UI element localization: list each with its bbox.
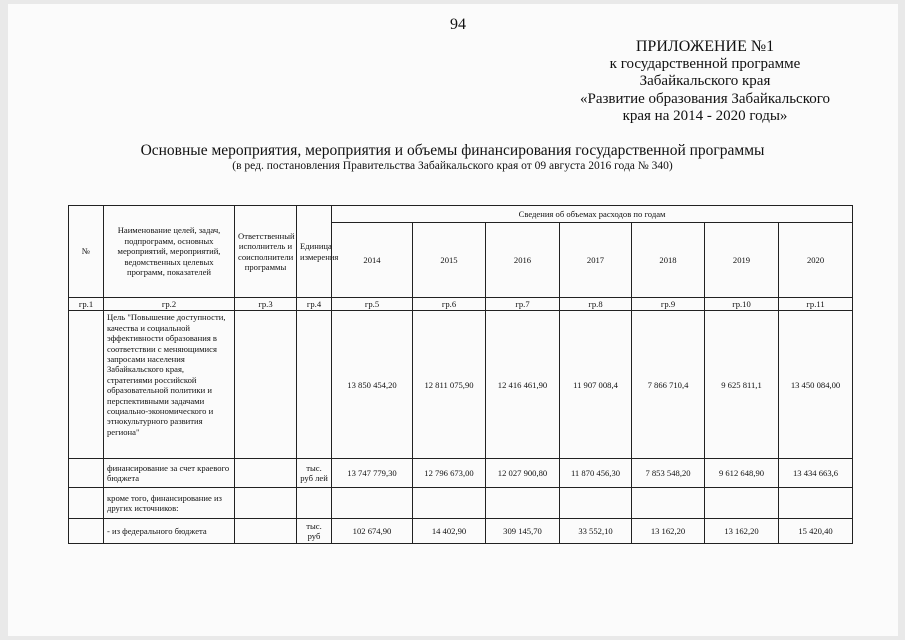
row-name: кроме того, финансирование из других источников:	[104, 488, 235, 519]
group-label: гр.6	[413, 298, 486, 311]
group-label: гр.9	[632, 298, 705, 311]
group-label: гр.10	[705, 298, 779, 311]
row-value: 12 416 461,90	[486, 311, 560, 459]
year-header: 2020	[779, 223, 853, 298]
row-responsible	[235, 519, 297, 544]
year-header: 2015	[413, 223, 486, 298]
row-value	[560, 488, 632, 519]
table-row	[69, 311, 853, 459]
row-value: 15 420,40	[779, 519, 853, 544]
row-value: 309 145,70	[486, 519, 560, 544]
row-value	[779, 488, 853, 519]
row-value: 13 450 084,00	[779, 311, 853, 459]
row-value	[632, 488, 705, 519]
row-value: 12 027 900,80	[486, 459, 560, 488]
group-label-row	[69, 298, 853, 311]
row-responsible	[235, 488, 297, 519]
row-num	[69, 488, 104, 519]
year-header: 2017	[560, 223, 632, 298]
table-row	[69, 459, 853, 488]
row-value: 9 625 811,1	[705, 311, 779, 459]
row-value: 13 162,20	[705, 519, 779, 544]
row-value: 7 866 710,4	[632, 311, 705, 459]
document-subtitle: (в ред. постановления Правительства Забайкальского края от 09 августа 2016 года № 340)	[232, 160, 673, 172]
group-label: гр.1	[69, 298, 104, 311]
row-name: - из федерального бюджета	[104, 519, 235, 544]
row-value	[486, 488, 560, 519]
table-row	[69, 519, 853, 544]
row-unit	[297, 311, 332, 459]
row-responsible	[235, 459, 297, 488]
row-value: 14 402,90	[413, 519, 486, 544]
page-number: 94	[450, 16, 466, 33]
group-label: гр.3	[235, 298, 297, 311]
row-value	[413, 488, 486, 519]
row-value	[332, 488, 413, 519]
appendix-title: ПРИЛОЖЕНИЕ №1	[635, 38, 775, 55]
row-value: 12 811 075,90	[413, 311, 486, 459]
document-title: Основные мероприятия, мероприятия и объемы финансирования государственной программы	[140, 142, 765, 159]
row-unit: тыс. руб лей	[297, 459, 332, 488]
appendix-line-1: к государственной программе	[609, 55, 801, 72]
row-value: 12 796 673,00	[413, 459, 486, 488]
funding-table	[68, 205, 853, 544]
header-unit: Единица измерения	[297, 206, 332, 298]
group-label: гр.7	[486, 298, 560, 311]
row-value: 13 747 779,30	[332, 459, 413, 488]
row-num	[69, 311, 104, 459]
row-value: 11 870 456,30	[560, 459, 632, 488]
group-label: гр.11	[779, 298, 853, 311]
header-name: Наименование целей, задач, подпрограмм, основных мероприятий, мероприятий, ведомственных целевых программ, показателей	[104, 206, 235, 298]
year-header: 2014	[332, 223, 413, 298]
row-value: 33 552,10	[560, 519, 632, 544]
row-unit: тыс. руб	[297, 519, 332, 544]
header-responsible: Ответственный исполнитель и соисполнители программы	[235, 206, 297, 298]
appendix-line-2: Забайкальского края	[639, 73, 771, 89]
header-expenses: Сведения об объемах расходов по годам	[332, 206, 853, 223]
group-label: гр.8	[560, 298, 632, 311]
header-row	[69, 206, 853, 223]
row-value: 11 907 008,4	[560, 311, 632, 459]
row-value: 9 612 648,90	[705, 459, 779, 488]
group-label: гр.2	[104, 298, 235, 311]
row-name: финансирование за счет краевого бюджета	[104, 459, 235, 488]
group-label: гр.4	[297, 298, 332, 311]
header-num: №	[69, 206, 104, 298]
row-value: 13 162,20	[632, 519, 705, 544]
appendix-line-3: «Развитие образования Забайкальского	[579, 90, 831, 107]
appendix-line-4: края на 2014 - 2020 годы»	[622, 108, 788, 124]
row-value: 13 434 663,6	[779, 459, 853, 488]
row-num	[69, 459, 104, 488]
table-row	[69, 488, 853, 519]
row-value: 102 674,90	[332, 519, 413, 544]
row-value	[705, 488, 779, 519]
group-label: гр.5	[332, 298, 413, 311]
year-header: 2019	[705, 223, 779, 298]
row-unit	[297, 488, 332, 519]
row-responsible	[235, 311, 297, 459]
year-header: 2016	[486, 223, 560, 298]
row-value: 7 853 548,20	[632, 459, 705, 488]
appendix-block	[555, 38, 855, 126]
row-num	[69, 519, 104, 544]
row-name: Цель "Повышение доступности, качества и социальной эффективности образования в соответствии с меняющимися запросами населения Забайкальского края, стратегиями российской образовательной политики и перспективными задачами социально-экономического и этнокультурного развития региона"	[104, 311, 235, 459]
year-header: 2018	[632, 223, 705, 298]
row-value: 13 850 454,20	[332, 311, 413, 459]
